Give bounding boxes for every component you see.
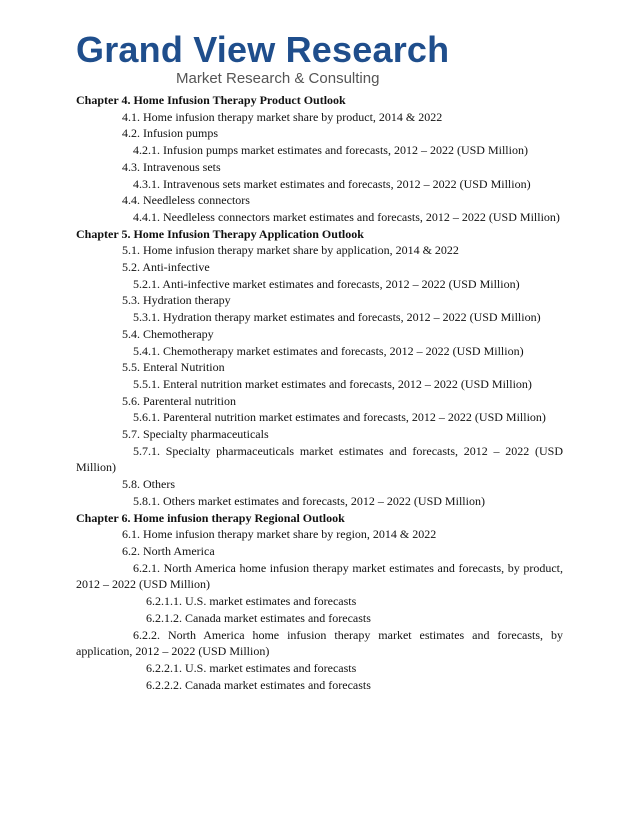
toc-entry: 4.4.1. Needleless connectors market estimates and forecasts, 2012 – 2022 (USD Million): [133, 209, 560, 224]
toc-entry: 4.1. Home infusion therapy market share by product, 2014 & 2022: [122, 109, 443, 124]
toc-entry: 5.1. Home infusion therapy market share by application, 2014 & 2022: [122, 243, 459, 258]
toc-entry: 6.2.2.2. Canada market estimates and forecasts: [146, 677, 371, 692]
toc-entry: 5.6.1. Parenteral nutrition market estimates and forecasts, 2012 – 2022 (USD Million): [133, 410, 546, 425]
chapter-heading: Chapter 5. Home Infusion Therapy Application Outlook: [76, 226, 364, 241]
toc-entry: 4.2. Infusion pumps: [122, 126, 218, 141]
brand-tagline: Market Research & Consulting: [176, 70, 380, 87]
toc-entry: 6.2.1.2. Canada market estimates and forecasts: [146, 610, 371, 625]
toc-entry: 5.4. Chemotherapy: [122, 326, 214, 341]
toc-entry: 5.7. Specialty pharmaceuticals: [122, 427, 269, 442]
brand-logo: [76, 30, 449, 88]
toc-entry: 5.6. Parenteral nutrition: [122, 393, 236, 408]
chapter-heading: Chapter 6. Home infusion therapy Regional Outlook: [76, 510, 345, 525]
toc-entry: 5.4.1. Chemotherapy market estimates and forecasts, 2012 – 2022 (USD Million): [133, 343, 524, 358]
toc-entry: 5.8. Others: [122, 477, 175, 492]
toc-entry: 5.7.1. Specialty pharmaceuticals market estimates and forecasts, 2012 – 2022 (USD Million): [76, 443, 563, 475]
toc-entry: 4.3.1. Intravenous sets market estimates and forecasts, 2012 – 2022 (USD Million): [133, 176, 531, 191]
toc-entry: 6.2.2.1. U.S. market estimates and forecasts: [146, 660, 357, 675]
toc-entry: 6.1. Home infusion therapy market share by region, 2014 & 2022: [122, 527, 437, 542]
chapter-heading: Chapter 4. Home Infusion Therapy Product Outlook: [76, 93, 346, 107]
brand-name: Grand View Research: [76, 29, 450, 70]
toc-entry: 6.2.1.1. U.S. market estimates and forecasts: [146, 594, 357, 609]
toc-entry: 6.2.1. North America home infusion therapy market estimates and forecasts, by product, 2012 – 2022 (USD Million): [76, 560, 563, 592]
table-of-contents: [76, 92, 563, 693]
toc-entry: 4.3. Intravenous sets: [122, 159, 221, 174]
toc-entry: 5.5.1. Enteral nutrition market estimates and forecasts, 2012 – 2022 (USD Million): [133, 376, 532, 391]
toc-entry: 6.2. North America: [122, 543, 215, 558]
toc-entry: 4.2.1. Infusion pumps market estimates and forecasts, 2012 – 2022 (USD Million): [133, 143, 528, 158]
toc-entry: 5.5. Enteral Nutrition: [122, 360, 225, 375]
toc-entry: 4.4. Needleless connectors: [122, 193, 250, 208]
toc-entry: 5.8.1. Others market estimates and forecasts, 2012 – 2022 (USD Million): [133, 493, 485, 508]
toc-entry: 5.3.1. Hydration therapy market estimates and forecasts, 2012 – 2022 (USD Million): [133, 310, 541, 325]
toc-entry: 5.2.1. Anti-infective market estimates and forecasts, 2012 – 2022 (USD Million): [133, 276, 520, 291]
toc-entry: 5.2. Anti-infective: [122, 260, 210, 275]
toc-entry: 6.2.2. North America home infusion therapy market estimates and forecasts, by application, 2012 – 2022 (USD Million): [76, 627, 563, 659]
toc-entry: 5.3. Hydration therapy: [122, 293, 231, 308]
